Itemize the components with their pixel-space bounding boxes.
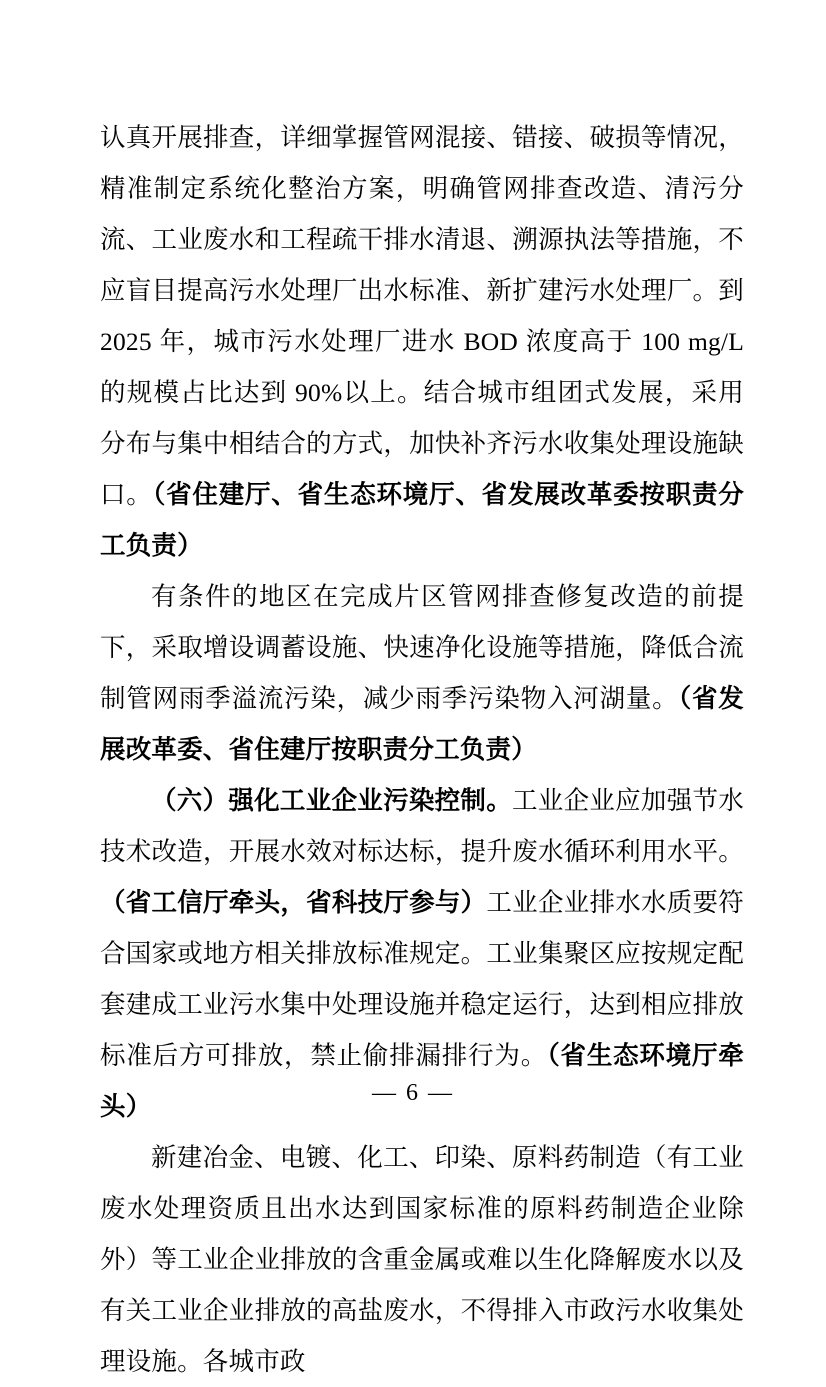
paragraph-2 bbox=[100, 571, 744, 775]
paragraph-3-run-2: 工业企业应加强节水技术改造，开展水效对标达标，提升废水循环利用水平。 bbox=[100, 786, 744, 866]
document-body bbox=[100, 112, 744, 1387]
paragraph-2-run-1: 有条件的地区在完成片区管网排查修复改造的前提下，采取增设调蓄设施、快速净化设施等措施，降低合流制管网雨季溢流污染，减少雨季污染物入河湖量。 bbox=[100, 582, 744, 713]
paragraph-3 bbox=[100, 775, 744, 1132]
paragraph-3-run-4: 工业企业排水水质要符合国家或地方相关排放标准规定。工业集聚区应按规定配套建成工业污水集中处理设施并稳定运行，达到相应排放标准后方可排放，禁止偷排漏排行为。 bbox=[100, 888, 744, 1070]
paragraph-1 bbox=[100, 112, 744, 571]
section-heading-six: （六）强化工业企业污染控制。 bbox=[151, 786, 512, 815]
page-number: — 6 — bbox=[372, 1080, 454, 1106]
paragraph-2-responsible-agencies: （省发展改革委、省住建厅按职责分工负责） bbox=[100, 684, 744, 764]
paragraph-1-run-1: 认真开展排查，详细掌握管网混接、错接、破损等情况，精准制定系统化整治方案，明确管网排查改造、清污分流、工业废水和工程疏干排水清退、溯源执法等措施，不应盲目提高污水处理厂出水标准、新扩建污水处理厂。到 2025 年，城市污水处理厂进水 BOD 浓度高于 100 mg/L 的规模占比达到 90%以上。结合城市组团式发展，采用分布与集中相结合的方式，加快补齐污水收集处理设施缺口。 bbox=[100, 123, 744, 509]
paragraph-4 bbox=[100, 1132, 744, 1387]
paragraph-1-responsible-agencies: （省住建厅、省生态环境厅、省发展改革委按职责分工负责） bbox=[100, 480, 744, 560]
paragraph-4-run-1: 新建冶金、电镀、化工、印染、原料药制造（有工业废水处理资质且出水达到国家标准的原料药制造企业除外）等工业企业排放的含重金属或难以生化降解废水以及有关工业企业排放的高盐废水，不得排入市政污水收集处理设施。各城市政 bbox=[100, 1143, 744, 1376]
paragraph-3-responsible-agencies-1: （省工信厅牵头，省科技厅参与） bbox=[100, 888, 487, 917]
paragraph-3-responsible-agencies-2: （省生态环境厅牵头） bbox=[100, 1041, 744, 1121]
